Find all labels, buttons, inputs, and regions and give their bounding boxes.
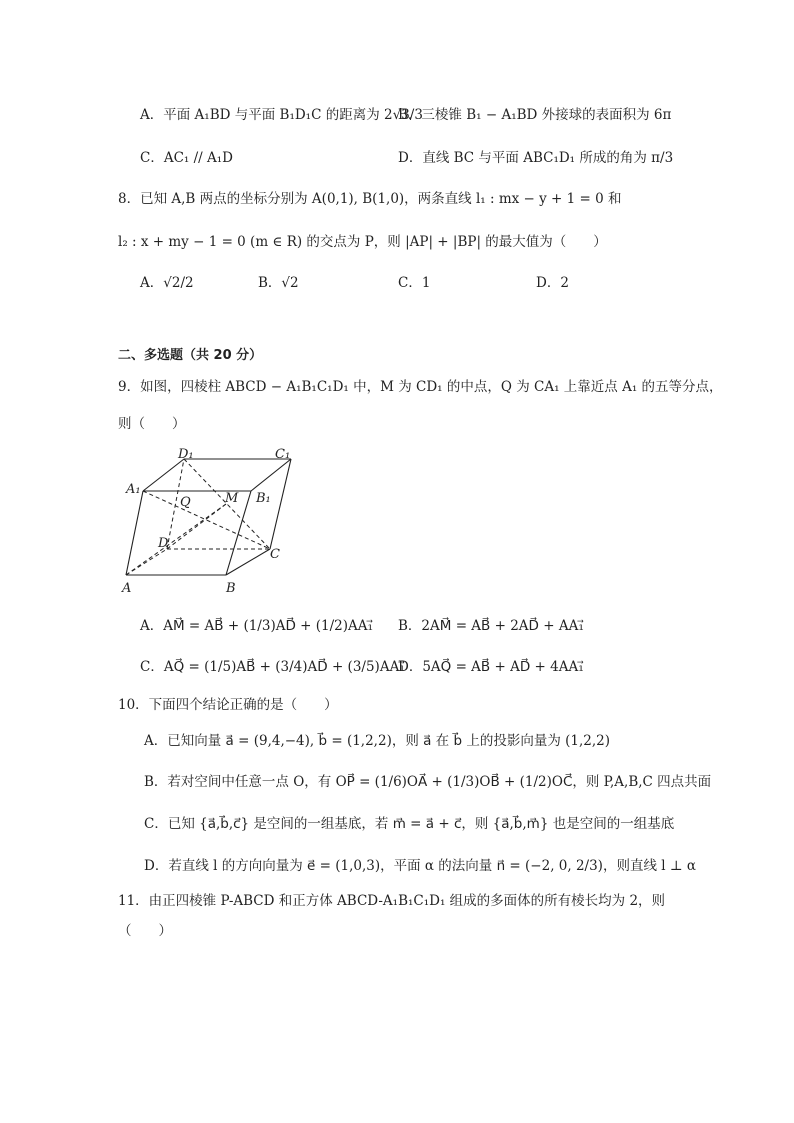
q8-stem-line1: 8．已知 A,B 两点的坐标分别为 A(0,1), B(1,0)，两条直线 l₁ : mx − y + 1 = 0 和 <box>118 191 622 207</box>
q8-option-b: B．√2 <box>258 275 299 291</box>
label-q: Q <box>180 495 191 510</box>
label-b: B <box>226 581 236 596</box>
label-d: D <box>158 536 169 551</box>
q8-option-a: A．√2/2 <box>140 275 194 291</box>
label-b1: B₁ <box>256 491 271 506</box>
label-c: C <box>270 547 280 562</box>
q10-option-d: D．若直线 l 的方向向量为 e⃗ = (1,0,3)，平面 α 的法向量 n⃗ = (−2, 0, 2/3)，则直线 l ⊥ α <box>144 858 696 874</box>
q9-stem-line2: 则（ ） <box>118 416 186 432</box>
q11-stem-line1: 11．由正四棱锥 P-ABCD 和正方体 ABCD-A₁B₁C₁D₁ 组成的多面体的所有棱长均为 2，则 <box>118 893 666 909</box>
q8-option-c: C．1 <box>398 275 431 291</box>
label-m: M <box>225 491 239 506</box>
label-d1: D₁ <box>178 447 194 462</box>
q9-option-c: C．AQ⃗ = (1/5)AB⃗ + (3/4)AD⃗ + (3/5)AA₁⃗ <box>140 659 405 675</box>
q9-option-b: B．2AM⃗ = AB⃗ + 2AD⃗ + AA₁⃗ <box>398 618 584 634</box>
q9-option-a: A．AM⃗ = AB⃗ + (1/3)AD⃗ + (1/2)AA₁⃗ <box>140 618 373 634</box>
q10-option-b: B．若对空间中任意一点 O，有 OP⃗ = (1/6)OA⃗ + (1/3)OB⃗ + (1/2)OC⃗，则 P,A,B,C 四点共面 <box>144 774 712 790</box>
q8-option-d: D．2 <box>536 275 569 291</box>
q7-option-b: B．三棱锥 B₁ − A₁BD 外接球的表面积为 6π <box>398 107 672 123</box>
q10-stem: 10．下面四个结论正确的是（ ） <box>118 697 338 713</box>
section-heading-multiple-choice: 二、多选题（共 20 分） <box>118 348 263 363</box>
prism-figure <box>118 446 318 598</box>
label-a1: A₁ <box>126 482 141 497</box>
q10-option-a: A．已知向量 a⃗ = (9,4,−4), b⃗ = (1,2,2)，则 a⃗ 在 b⃗ 上的投影向量为 (1,2,2) <box>144 733 611 749</box>
q11-stem-line2: （ ） <box>118 923 172 939</box>
q7-option-c: C．AC₁ // A₁D <box>140 150 233 166</box>
label-c1: C₁ <box>275 447 291 462</box>
q10-option-c: C．已知 {a⃗,b⃗,c⃗} 是空间的一组基底，若 m⃗ = a⃗ + c⃗，则 {a⃗,b⃗,m⃗} 也是空间的一组基底 <box>144 816 675 832</box>
q9-option-d: D．5AQ⃗ = AB⃗ + AD⃗ + 4AA₁⃗ <box>398 659 584 675</box>
q7-option-a: A．平面 A₁BD 与平面 B₁D₁C 的距离为 2√3/3 <box>140 107 423 123</box>
prism-hidden-edges <box>126 459 270 575</box>
q9-stem-line1: 9．如图，四棱柱 ABCD − A₁B₁C₁D₁ 中，M 为 CD₁ 的中点，Q 为 CA₁ 上靠近点 A₁ 的五等分点， <box>118 379 723 395</box>
label-a: A <box>122 581 132 596</box>
q8-stem-line2: l₂ : x + my − 1 = 0 (m ∈ R) 的交点为 P，则 |AP| + |BP| 的最大值为（ ） <box>118 234 607 250</box>
q7-option-d: D．直线 BC 与平面 ABC₁D₁ 所成的角为 π/3 <box>398 150 674 166</box>
